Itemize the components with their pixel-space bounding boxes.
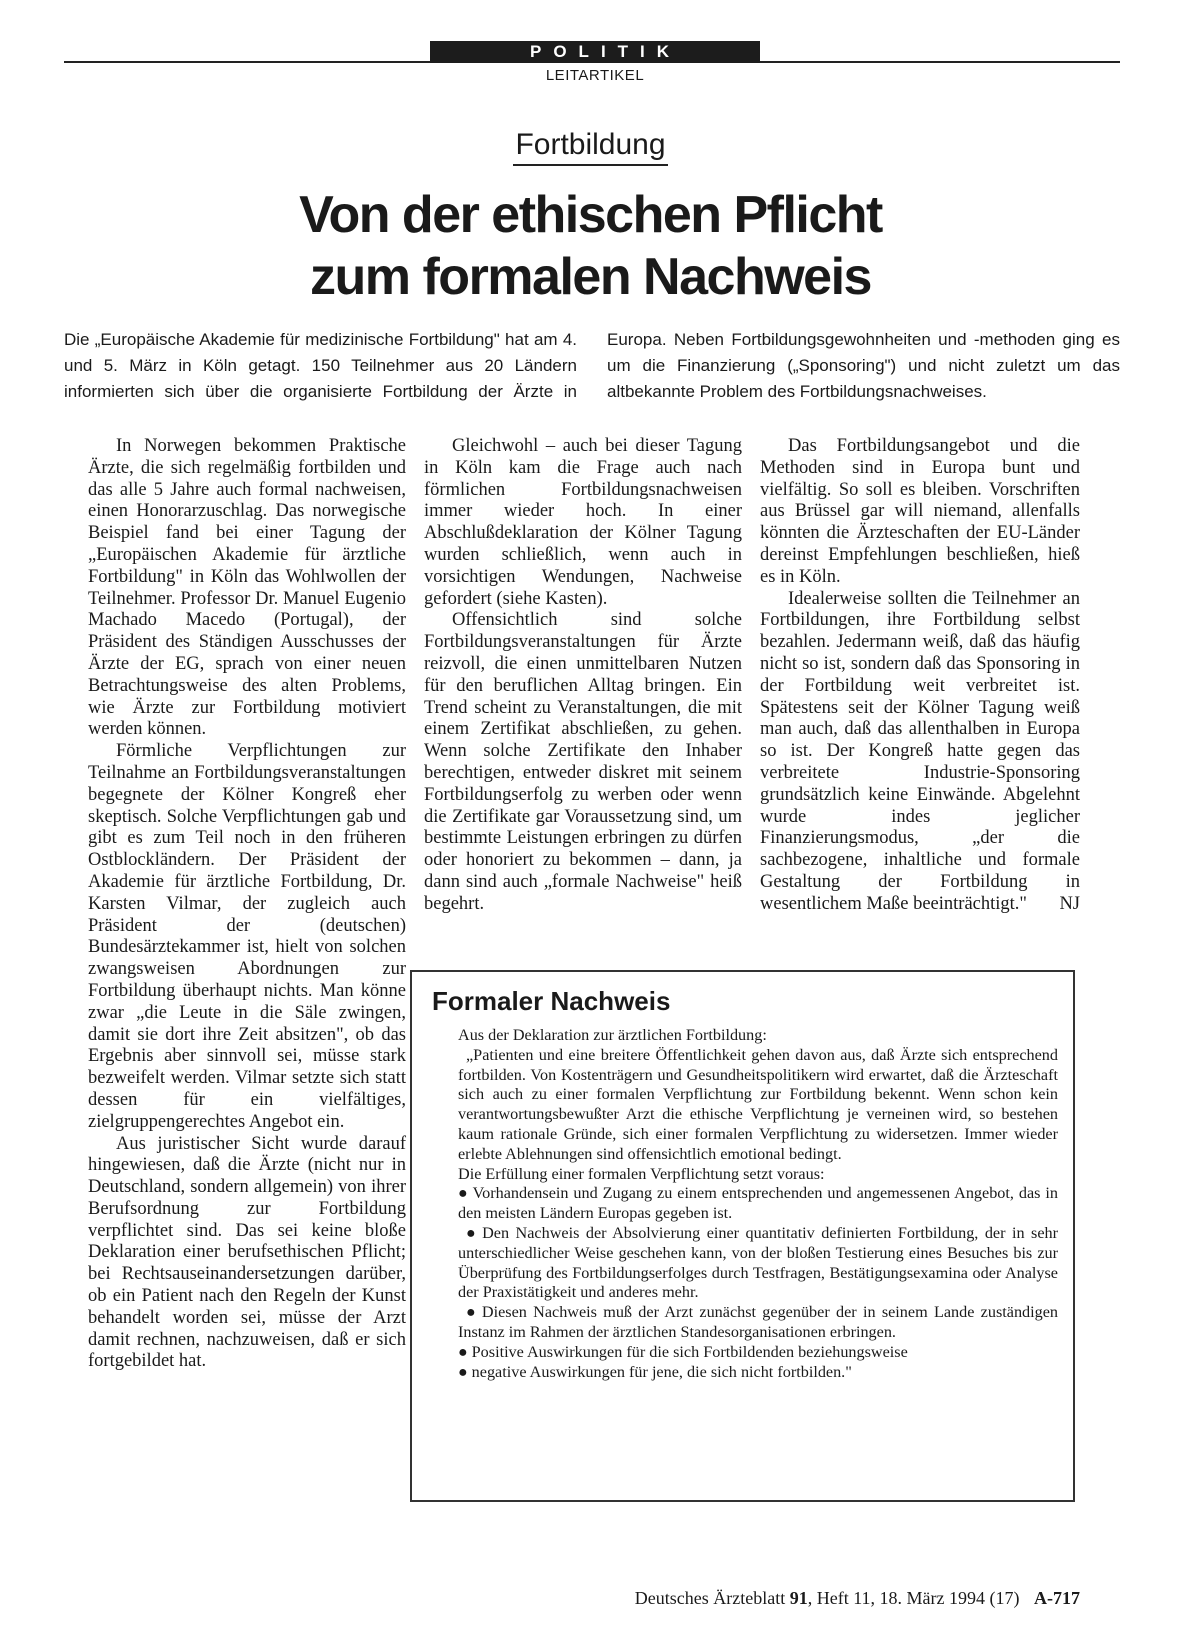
paragraph: Förmliche Verpflichtungen zur Teilnahme an Fortbildungsveranstaltungen begegnete der Kölner Kongreß eher skeptisch. Solche Verpflichtungen gab und gibt es zum Teil noch in den früheren Ostblockländern. Der Präsident der Akademie für ärztliche Fortbildung, Dr. Karsten Vilmar, der zugleich auch Präsident der (deutschen) Bundesärztekammer ist, hielt von solchen zwangsweisen Abordnungen zur Fortbildung überhaupt nichts. Man könne zwar „die Leute in die Säle zwingen, damit sie dort ihre Zeit absitzen", ob das Ergebnis aber sinnvoll sei, müsse stark bezweifelt werden. Vilmar setzte sich statt dessen für ein vielfältiges, zielgruppengerechtes Angebot ein.: [88, 741, 406, 1132]
list-item: [458, 1184, 1058, 1224]
paragraph: [760, 589, 1080, 916]
headline-line-2: zum formalen Nachweis: [310, 248, 871, 306]
info-box-body: [458, 1026, 1058, 1382]
body-column-1: [88, 436, 406, 1373]
bullet-icon: ●: [466, 1304, 478, 1322]
list-item-text: negative Auswirkungen für jene, die sich nicht fortbilden.": [471, 1362, 852, 1381]
paragraph: Offensichtlich sind solche Fortbildungsveranstaltungen für Ärzte reizvoll, die einen unmittelbaren Nutzen für den beruflichen Alltag bringen. Ein Trend scheint zu Veranstaltungen, die mit einem Zertifikat abschließen, zu gehen. Wenn solche Zertifikate den Inhaber berechtigen, entweder diskret mit seinem Fortbildungserfolg zu werben oder wenn die Zertifikate gar Voraussetzung sind, um bestimmte Leistungen erbringen zu dürfen oder honoriert zu bekommen – dann, ja dann sind auch „formale Nachweise" heiß begehrt.: [424, 610, 742, 914]
bullet-icon: ●: [458, 1363, 468, 1381]
list-item-text: Diesen Nachweis muß der Arzt zunächst gegenüber der in seinem Lande zuständigen Instanz im Rahmen der ärztlichen Standesorganisationen erbringen.: [458, 1303, 1058, 1341]
info-box-quote: „Patienten und eine breitere Öffentlichkeit gehen davon aus, daß Ärzte sich entsprechend fortbilden. Von Kostenträgern und Gesundheitspolitikern wird erwartet, daß die Ärzteschaft sich auch zu einer formalen Verpflichtung zur Fortbildung bekennt. Wenn schon kein verantwortungsbewußter Arzt die ethische Verpflichtung je verneinen wird, so bestehen kaum rationale Gründe, sich einer formalen Verpflichtung zu widersetzen. Immer wieder erlebte Ablehnungen sind offensichtlich emotional bedingt.: [458, 1045, 1058, 1163]
info-box-title: Formaler Nachweis: [432, 986, 671, 1016]
bullet-icon: ●: [466, 1224, 479, 1242]
issue-date: , Heft 11, 18. März 1994 (17): [807, 1588, 1020, 1608]
bullet-icon: ●: [458, 1185, 469, 1203]
list-item: [458, 1343, 1058, 1363]
info-box-intro: Aus der Deklaration zur ärztlichen Fortbildung:: [458, 1026, 767, 1044]
list-item: [458, 1363, 1058, 1383]
paragraph: Gleichwohl – auch bei dieser Tagung in Köln kam die Frage auch nach förmlichen Fortbildungsnachweisen immer wieder hoch. In einer Abschlußdeklaration der Kölner Tagung wurden schließlich, wenn auch in vorsichtigen Wendungen, Nachweise gefordert (siehe Kasten).: [424, 436, 742, 609]
body-column-3: [760, 436, 1080, 916]
list-item-text: Positive Auswirkungen für die sich Fortbildenden beziehungsweise: [471, 1342, 908, 1361]
list-item: [458, 1303, 1058, 1343]
info-box-lead: Die Erfüllung einer formalen Verpflichtung setzt voraus:: [458, 1164, 825, 1183]
volume-number: 91: [789, 1588, 808, 1608]
list-item-text: Den Nachweis der Absolvierung einer quantitativ definierten Fortbildung, der in sehr unterschiedlicher Weise geschehen kann, von der bloßen Testierung eines Besuches bis zur Überprüfung des Fortbildungserfolges durch Testfragen, Bestätigungsexamina oder Analyse der Praxistätigkeit und anderes mehr.: [458, 1223, 1059, 1302]
page-footer: [560, 1588, 1080, 1609]
author-signature: NJ: [1059, 893, 1080, 914]
info-box: [410, 970, 1075, 1502]
page-number: A-717: [1034, 1588, 1080, 1608]
paragraph: In Norwegen bekommen Praktische Ärzte, die sich regelmäßig fortbilden und das alle 5 Jahre auch formal nachweisen, einen Honorarzuschlag. Das norwegische Beispiel fand bei einer Tagung der „Europäischen Akademie für ärztliche Fortbildung" in Köln das Wohlwollen der Teilnehmer. Professor Dr. Manuel Eugenio Machado Macedo (Portugal), der Präsident des Ständigen Ausschusses der Ärzte der EG, sprach von einer neuen Betrachtungsweise des alten Problems, wie Ärzte zur Fortbildung motiviert werden können.: [88, 436, 406, 740]
list-item: [458, 1224, 1058, 1303]
list-item-text: Vorhandensein und Zugang zu einem entsprechenden und angemessenen Angebot, das in den meisten Ländern Europas gegeben ist.: [458, 1184, 1058, 1223]
ressort-label: POLITIK: [430, 41, 760, 63]
headline-line-1: Von der ethischen Pflicht: [299, 186, 882, 244]
kicker: Fortbildung: [513, 128, 667, 166]
paragraph: Aus juristischer Sicht wurde darauf hingewiesen, daß die Ärzte (nicht nur in Deutschland, sondern allgemein) von ihrer Berufsordnung zur Fortbildung verpflichtet sind. Das sei keine bloße Deklaration einer berufsethischen Pflicht; bei Rechtsauseinandersetzungen darüber, ob ein Patient nach den Regeln der Kunst behandelt worden sei, müsse der Arzt damit rechnen, nachzuweisen, daß er sich fortgebildet hat.: [88, 1133, 406, 1372]
headline: [120, 184, 1061, 308]
paragraph: Das Fortbildungsangebot und die Methoden sind in Europa bunt und vielfältig. So soll es bleiben. Vorschriften aus Brüssel gar will niemand, allenfalls könnten die Ärzteschaften der EU-Länder dereinst Empfehlungen beschließen, hieß es in Köln.: [760, 436, 1080, 587]
journal-name: Deutsches Ärzteblatt: [634, 1588, 786, 1608]
body-column-2: [424, 436, 742, 916]
kicker-wrapper: [0, 128, 1181, 166]
subressort-label: LEITARTIKEL: [545, 67, 645, 84]
bullet-icon: ●: [458, 1343, 468, 1361]
paragraph-text: Idealerweise sollten die Teilnehmer an Fortbildungen, ihre Fortbildung selbst bezahlen. Jedermann weiß, daß das häufig nicht so ist, sondern daß das Sponsoring in der Fortbildung weit verbreitet ist. Spätestens seit der Kölner Tagung weiß man auch, daß das allenthalben in Europa so ist. Der Kongreß hatte gegen das verbreitete Industrie-Sponsoring grundsätzlich keine Einwände. Abgelehnt wurde indes jeglicher Finanzierungsmodus, „der die sachbezogene, inhaltliche und formale Gestaltung der Fortbildung in wesentlichem Maße beeinträchtigt.": [760, 588, 1080, 914]
lead-paragraph: Die „Europäische Akademie für medizinische Fortbildung" hat am 4. und 5. März in Köln getagt. 150 Teilnehmer aus 20 Ländern informierten sich über die organisierte Fortbildung der Ärzte in Europa. Neben Fortbildungsgewohnheiten und -methoden ging es um die Finanzierung („Sponsoring") und nicht zuletzt um das altbekannte Problem des Fortbildungsnachweises.: [64, 330, 1120, 401]
